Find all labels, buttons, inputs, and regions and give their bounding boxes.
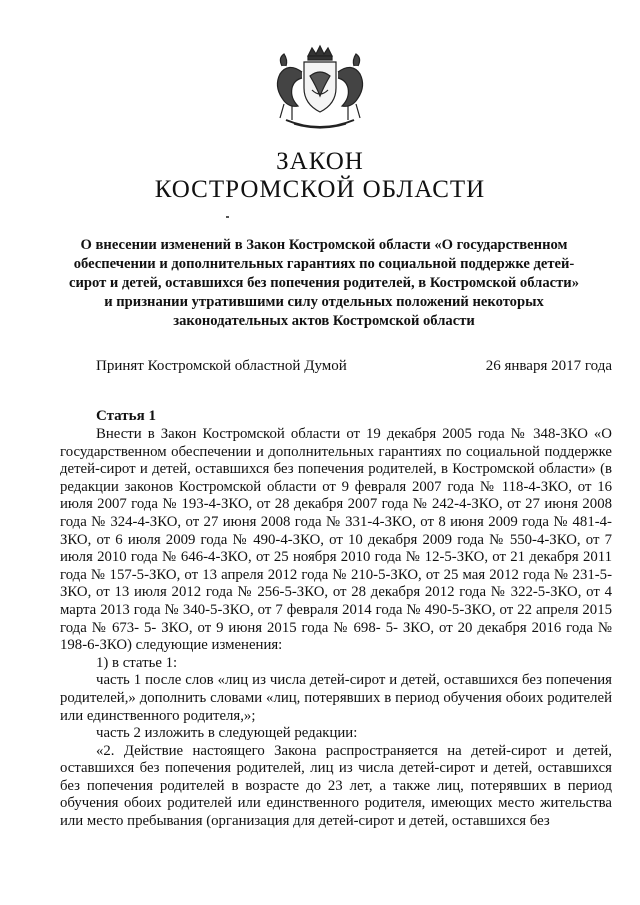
paragraph: «2. Действие настоящего Закона распространяется на детей-сирот и детей, оставшихся без попечения родителей, лиц из числа детей-сирот и детей, оставшихся без попечения родителей в возрасте до 23 лет, а также лиц, потерявших в период обучения обоих родителей или единственного родителя, имеющих место жительства или место пребывания (организация для детей-сирот и детей, оставшихся без bbox=[60, 742, 612, 830]
adopted-date: 26 января 2017 года bbox=[485, 358, 612, 374]
region-title: КОСТРОМСКОЙ ОБЛАСТИ bbox=[154, 176, 486, 203]
coat-of-arms-icon bbox=[268, 42, 372, 134]
paragraph: часть 1 после слов «лиц из числа детей-сирот и детей, оставшихся без попечения родителей,» дополнить словами «лиц, потерявших в период обучения обоих родителей или единственного родителя,»; bbox=[60, 672, 612, 724]
paragraph: Внести в Закон Костромской области от 19 декабря 2005 года № 348-ЗКО «О государственном обеспечении и дополнительных гарантиях по социальной поддержке детей-сирот и детей, оставшихся без попечения родителей, в Костромской области» (в редакции законов Костромской области от 9 февраля 2007 года № 118-4-ЗКО, от 16 июля 2007 года № 193-4-ЗКО, от 28 декабря 2007 года № 242-4-ЗКО, от 27 июня 2008 года № 324-4-ЗКО, от 27 июня 2008 года № 331-4-ЗКО, от 8 июня 2009 года № 481-4-ЗКО, от 6 июля 2009 года № 490-4-ЗКО, от 10 декабря 2009 года № 550-4-ЗКО, от 7 июля 2010 года № 646-4-ЗКО, от 25 ноября 2010 года № 12-5-ЗКО, от 21 декабря 2011 года № 157-5-ЗКО, от 13 апреля 2012 года № 210-5-ЗКО, от 25 мая 2012 года № 231-5-ЗКО, от 13 июля 2012 года № 256-5-ЗКО, от 28 декабря 2012 года № 322-5-ЗКО, от 4 марта 2013 года № 340-5-ЗКО, от 7 февраля 2014 года № 490-5-ЗКО, от 22 апреля 2015 года № 673- 5- ЗКО, от 9 июня 2015 года № 698- 5- ЗКО, от 20 декабря 2016 года № 198-6-ЗКО) следующие изменения: bbox=[60, 426, 612, 654]
paragraph: часть 2 изложить в следующей редакции: bbox=[96, 725, 358, 742]
article-body bbox=[60, 426, 612, 831]
divider-mark bbox=[226, 216, 229, 218]
article-heading: Статья 1 bbox=[96, 408, 156, 424]
adopted-by: Принят Костромской областной Думой bbox=[96, 358, 347, 374]
law-subject: О внесении изменений в Закон Костромской области «О государственном обеспечении и дополнительных гарантиях по социальной поддержке детей-сирот и детей, оставшихся без попечения родителей, в Костромской области» и признании утратившими силу отдельных положений некоторых законодательных актов Костромской области bbox=[68, 237, 579, 329]
law-title: ЗАКОН bbox=[276, 148, 364, 175]
paragraph: 1) в статье 1: bbox=[96, 654, 178, 671]
